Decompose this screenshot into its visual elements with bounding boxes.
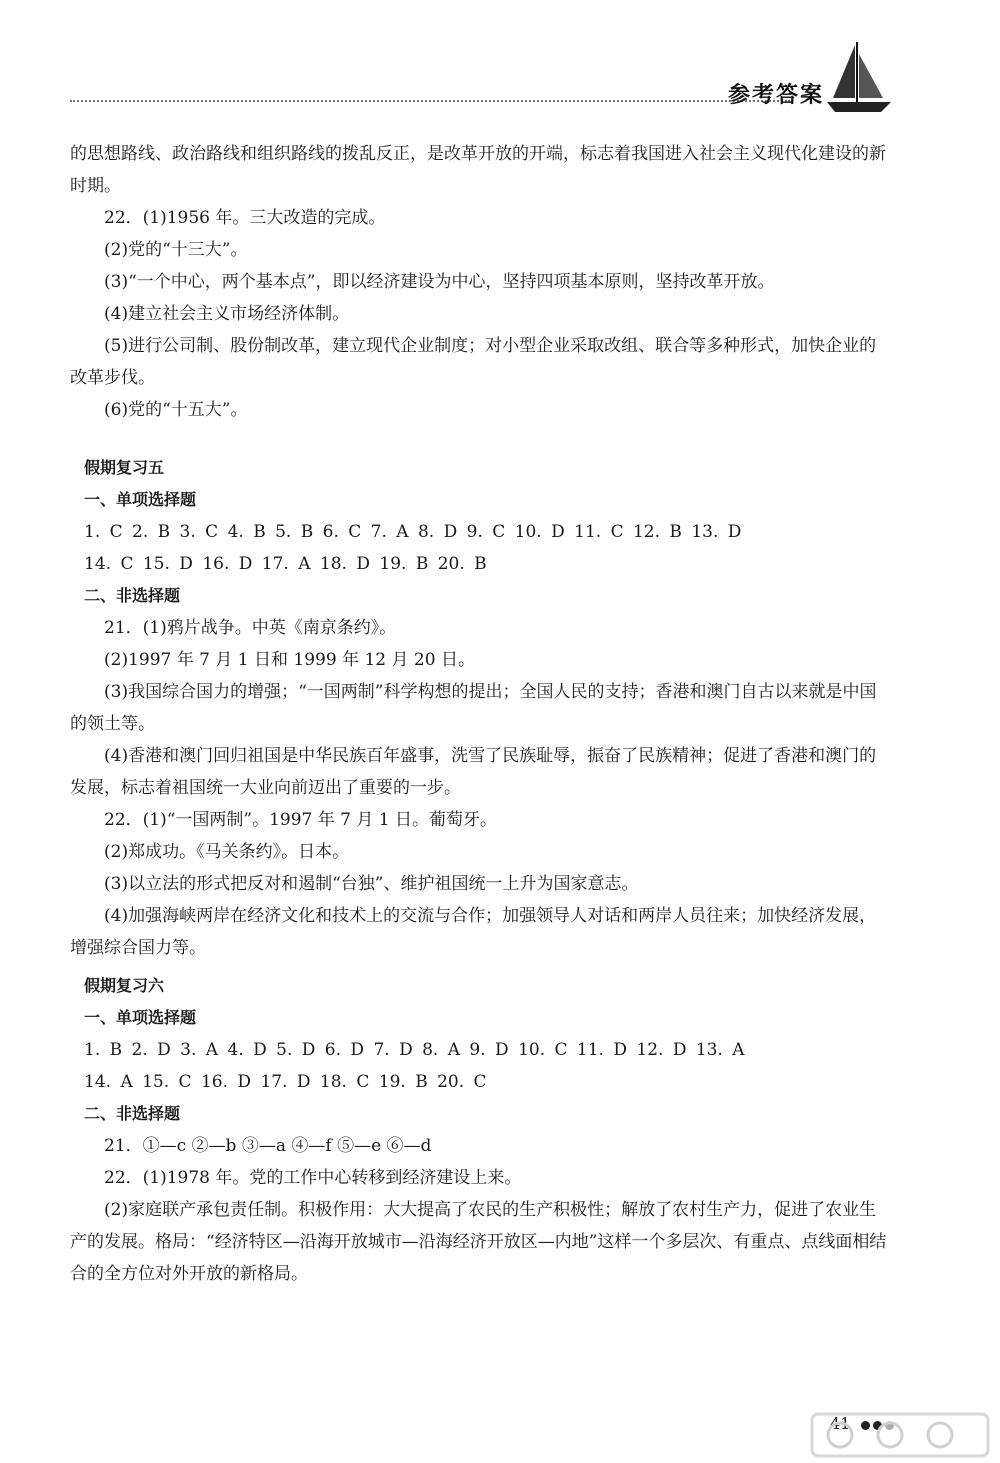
mc-answers: 14. C 15. D 16. D 17. A 18. D 19. B 20. B: [84, 554, 487, 574]
page-header: [0, 0, 1000, 130]
answer-item: 22．(1)“一国两制”。1997 年 7 月 1 日。葡萄牙。: [104, 810, 498, 830]
answer-content: [70, 138, 890, 1290]
answer-item: (3)我国综合国力的增强；“一国两制”科学构想的提出；全国人民的支持；香港和澳门自古以来就是中国的领土等。: [70, 682, 877, 734]
answer-item: (2)党的“十三大”。: [104, 240, 248, 260]
header-divider: [70, 100, 790, 102]
subsection-title: 二、非选择题: [84, 586, 181, 605]
subsection-title: 一、单项选择题: [84, 490, 197, 509]
answer-item: (6)党的“十五大”。: [104, 400, 248, 420]
answer-item: 22．(1)1978 年。党的工作中心转移到经济建设上来。: [104, 1168, 522, 1188]
answer-item: (2)家庭联产承包责任制。积极作用：大大提高了农民的生产积极性；解放了农村生产力，促进了农业生产的发展。格局：“经济特区—沿海开放城市—沿海经济开放区—内地”这样一个多层次、有重点、点线面相结合的全方位对外开放的新格局。: [70, 1200, 887, 1284]
answer-item: (2)1997 年 7 月 1 日和 1999 年 12 月 20 日。: [104, 650, 475, 670]
answer-item: (2)郑成功。《马关条约》。日本。: [104, 842, 350, 862]
watermark-logo: [810, 1410, 990, 1460]
subsection-title: 一、单项选择题: [84, 1008, 197, 1027]
answer-item: (4)加强海峡两岸在经济文化和技术上的交流与合作；加强领导人对话和两岸人员往来；加快经济发展，增强综合国力等。: [70, 906, 877, 958]
answer-item: 21．①—c ②—b ③—a ④—f ⑤—e ⑥—d: [104, 1136, 432, 1156]
answer-item: (5)进行公司制、股份制改革，建立现代企业制度；对小型企业采取改组、联合等多种形式，加快企业的改革步伐。: [70, 336, 877, 388]
intro-paragraph: 的思想路线、政治路线和组织路线的拨乱反正，是改革开放的开端，标志着我国进入社会主义现代化建设的新时期。: [70, 144, 886, 196]
section-title: 假期复习五: [84, 458, 165, 477]
answer-item: (3)以立法的形式把反对和遏制“台独”、维护祖国统一上升为国家意志。: [104, 874, 639, 894]
mc-answers: 14. A 15. C 16. D 17. D 18. C 19. B 20. C: [84, 1072, 487, 1092]
answer-item: (3)“一个中心，两个基本点”，即以经济建设为中心，坚持四项基本原则，坚持改革开放。: [104, 272, 775, 292]
answer-item: (4)建立社会主义市场经济体制。: [104, 304, 350, 324]
answer-item: 21．(1)鸦片战争。中英《南京条约》。: [104, 618, 397, 638]
section-title: 假期复习六: [84, 976, 165, 995]
header-title: 参考答案: [728, 83, 825, 108]
mc-answers: 1. C 2. B 3. C 4. B 5. B 6. C 7. A 8. D 9. C 10. D 11. C 12. B 13. D: [84, 522, 742, 542]
subsection-title: 二、非选择题: [84, 1104, 181, 1123]
answer-item: 22．(1)1956 年。三大改造的完成。: [104, 208, 386, 228]
mc-answers: 1. B 2. D 3. A 4. D 5. D 6. D 7. D 8. A 9. D 10. C 11. D 12. D 13. A: [84, 1040, 745, 1060]
answer-item: (4)香港和澳门回归祖国是中华民族百年盛事，洗雪了民族耻辱，振奋了民族精神；促进了香港和澳门的发展，标志着祖国统一大业向前迈出了重要的一步。: [70, 746, 877, 798]
sailboat-icon: [825, 40, 895, 115]
page-number: 41: [830, 1414, 851, 1433]
